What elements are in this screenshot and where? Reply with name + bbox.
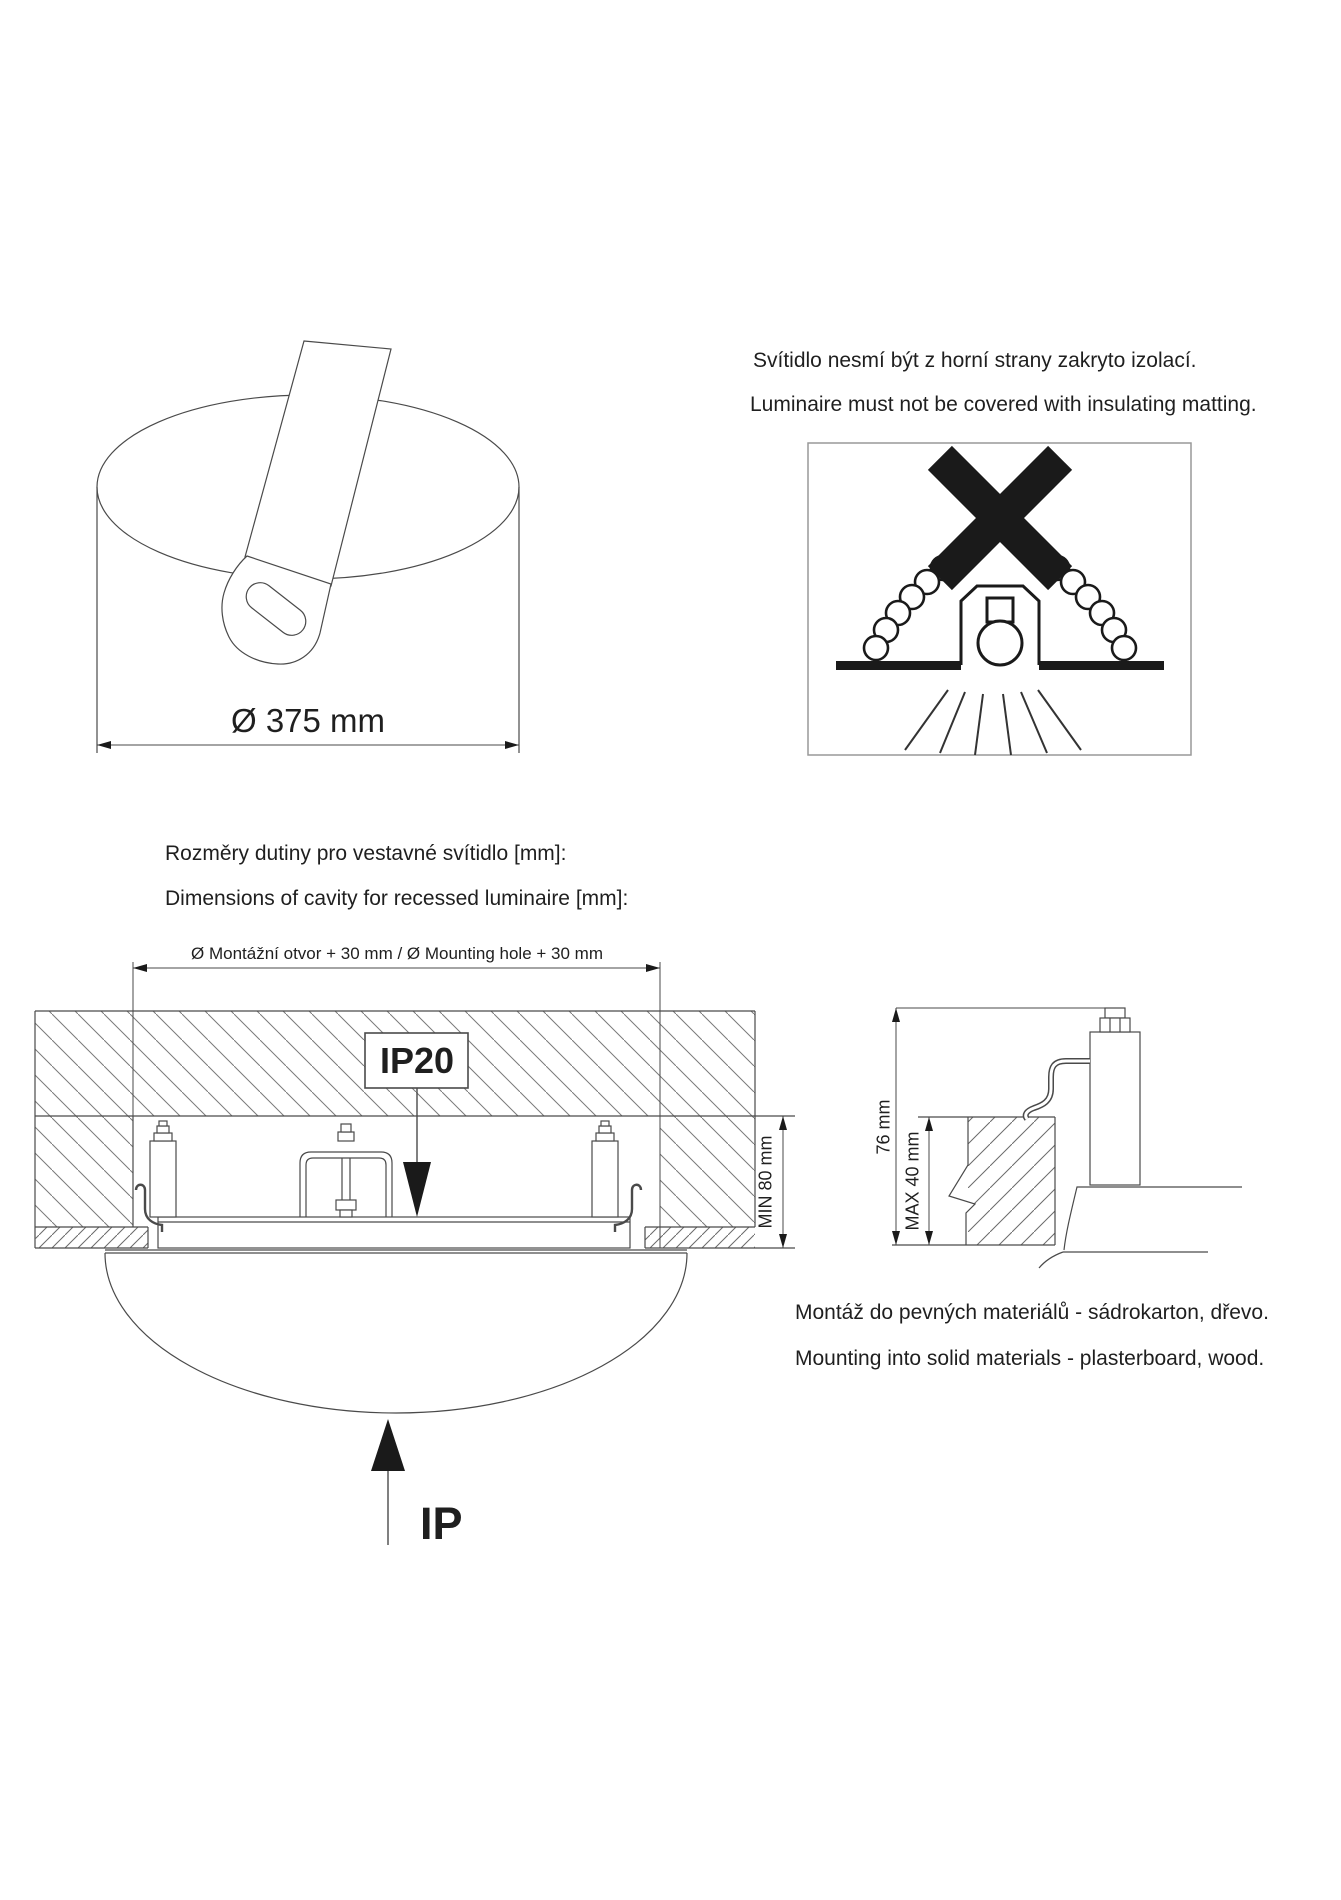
mounting-note-en: Mounting into solid materials - plasterboard, wood.: [795, 1347, 1265, 1370]
insulation-warning-text-cz: Svítidlo nesmí být z horní strany zakryto izolací.: [753, 349, 1197, 372]
max-panel-label: MAX 40 mm: [902, 1131, 923, 1231]
luminaire-base-plate: [158, 1217, 630, 1248]
hole-diameter-dimension: [97, 741, 519, 749]
luminaire-housing-icon: [961, 586, 1039, 665]
mounting-side-detail: [892, 1008, 1242, 1268]
cavity-heading-cz: Rozměry dutiny pro vestavné svítidlo [mm]:: [165, 842, 567, 865]
mounting-post-right: [592, 1121, 618, 1217]
ceiling-board-right: [645, 1227, 795, 1248]
mounting-post-left: [150, 1121, 176, 1217]
mounting-hole-saw-drawing: [97, 341, 519, 753]
detail-luminaire-flange: [1039, 1187, 1242, 1268]
no-insulation-pictogram: [808, 443, 1191, 755]
ip-arrow-up: [371, 1419, 405, 1545]
max-panel-dimension: [925, 1117, 933, 1245]
min-depth-dimension: [779, 1116, 787, 1248]
spring-clip-wire: [1026, 1061, 1090, 1119]
mounting-hole-dimension-label: Ø Montážní otvor + 30 mm / Ø Mounting hole + 30 mm: [191, 944, 603, 963]
total-height-label: 76 mm: [873, 1099, 894, 1155]
mounting-note-cz: Montáž do pevných materiálů - sádrokarton, dřevo.: [795, 1301, 1269, 1324]
ceiling-structure-hatch-right: [660, 1116, 755, 1227]
ceiling-board-left: [35, 1227, 148, 1248]
ceiling-structure-hatch-left: [35, 1116, 133, 1227]
ip-arrow-up-icon: [371, 1419, 405, 1471]
detail-mounting-post: [1090, 1008, 1140, 1185]
hole-diameter-label: Ø 375 mm: [230, 702, 386, 739]
min-depth-label: MIN 80 mm: [755, 1135, 776, 1229]
ip20-arrow-down-icon: [403, 1162, 431, 1217]
saw-blade: [245, 341, 391, 586]
insulation-warning-text-en: Luminaire must not be covered with insulating matting.: [750, 393, 1257, 416]
central-bracket: [300, 1124, 392, 1217]
glass-dome: [105, 1250, 687, 1413]
ip-arrow-label: IP: [420, 1498, 463, 1549]
ip20-rating-label: IP20: [379, 1040, 455, 1081]
cavity-heading-en: Dimensions of cavity for recessed luminaire [mm]:: [165, 887, 629, 910]
